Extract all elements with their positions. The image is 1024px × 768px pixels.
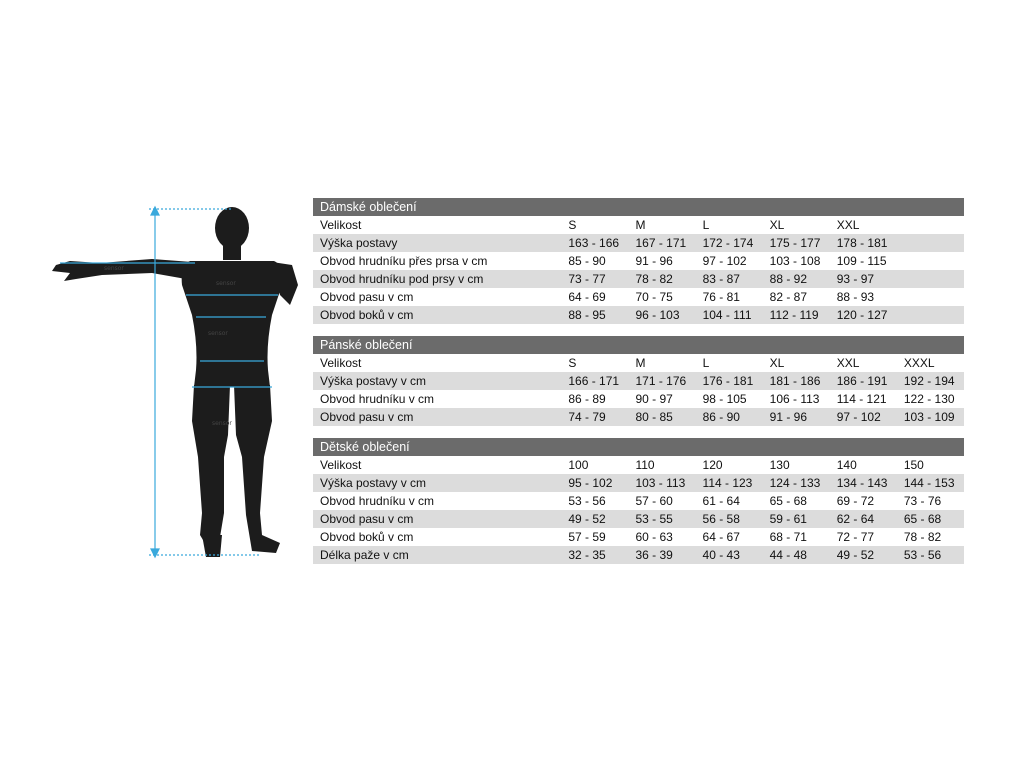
table-cell: 100 <box>561 456 628 474</box>
table-row <box>313 270 964 288</box>
table-cell: 140 <box>830 456 897 474</box>
table-cell: 53 - 56 <box>561 492 628 510</box>
table-cell: 171 - 176 <box>628 372 695 390</box>
table-row <box>313 456 964 474</box>
table-row <box>313 354 964 372</box>
table-cell: 93 - 97 <box>830 270 897 288</box>
table-cell <box>897 234 964 252</box>
table-cell: 69 - 72 <box>830 492 897 510</box>
table-cell: 103 - 113 <box>628 474 695 492</box>
table-cell: S <box>561 216 628 234</box>
table-cell: 83 - 87 <box>696 270 763 288</box>
table-cell: 134 - 143 <box>830 474 897 492</box>
table-row <box>313 528 964 546</box>
table-cell: 32 - 35 <box>561 546 628 564</box>
table-cell: 95 - 102 <box>561 474 628 492</box>
table-cell: 78 - 82 <box>897 528 964 546</box>
table-cell <box>897 288 964 306</box>
figure-logo-text: sensor <box>216 280 236 287</box>
row-label: Obvod pasu v cm <box>313 510 561 528</box>
womens-size-table <box>313 198 964 324</box>
table-cell <box>897 270 964 288</box>
table-cell: 68 - 71 <box>763 528 830 546</box>
table-cell: 65 - 68 <box>763 492 830 510</box>
table-cell: 61 - 64 <box>696 492 763 510</box>
table-cell: 122 - 130 <box>897 390 964 408</box>
table-cell: 74 - 79 <box>561 408 628 426</box>
table-cell: 120 - 127 <box>830 306 897 324</box>
table-cell: 96 - 103 <box>628 306 695 324</box>
row-label: Obvod pasu v cm <box>313 408 561 426</box>
table-cell: M <box>628 216 695 234</box>
table-cell: 176 - 181 <box>696 372 763 390</box>
figure-logo-text: sensor <box>212 420 232 427</box>
figure-logo-text: sensor <box>208 330 228 337</box>
table-row <box>313 510 964 528</box>
table-cell: XL <box>763 216 830 234</box>
silhouette-neck <box>223 244 241 260</box>
table-cell: 76 - 81 <box>696 288 763 306</box>
row-label: Velikost <box>313 216 561 234</box>
table-cell: 172 - 174 <box>696 234 763 252</box>
silhouette <box>52 207 298 557</box>
table-cell <box>897 306 964 324</box>
row-label: Délka paže v cm <box>313 546 561 564</box>
table-cell: 112 - 119 <box>763 306 830 324</box>
table-cell: M <box>628 354 695 372</box>
table-cell: 88 - 93 <box>830 288 897 306</box>
height-arrow-top <box>151 207 159 215</box>
table-cell: 120 <box>696 456 763 474</box>
table-cell: XXL <box>830 216 897 234</box>
table-cell: 124 - 133 <box>763 474 830 492</box>
table-cell: L <box>696 354 763 372</box>
silhouette-left-leg <box>192 385 230 545</box>
table-cell: 181 - 186 <box>763 372 830 390</box>
table-cell: S <box>561 354 628 372</box>
table-cell: 192 - 194 <box>897 372 964 390</box>
table-cell: 44 - 48 <box>763 546 830 564</box>
table-cell: 57 - 59 <box>561 528 628 546</box>
table-row <box>313 546 964 564</box>
table-cell: 64 - 69 <box>561 288 628 306</box>
table-cell: 57 - 60 <box>628 492 695 510</box>
table-row <box>313 408 964 426</box>
kids-size-table <box>313 438 964 564</box>
table-row <box>313 372 964 390</box>
table-cell: 144 - 153 <box>897 474 964 492</box>
table-cell: 36 - 39 <box>628 546 695 564</box>
table-cell: 62 - 64 <box>830 510 897 528</box>
table-row <box>313 474 964 492</box>
table-cell: 86 - 89 <box>561 390 628 408</box>
table-cell: 114 - 123 <box>696 474 763 492</box>
row-label: Obvod boků v cm <box>313 528 561 546</box>
womens-table-title: Dámské oblečení <box>313 198 964 216</box>
silhouette-left-foot <box>202 535 222 557</box>
table-cell: 109 - 115 <box>830 252 897 270</box>
table-cell: 91 - 96 <box>628 252 695 270</box>
silhouette-head <box>215 207 249 249</box>
table-cell: 80 - 85 <box>628 408 695 426</box>
table-cell: 97 - 102 <box>830 408 897 426</box>
table-cell: 178 - 181 <box>830 234 897 252</box>
body-measurement-figure <box>40 195 300 575</box>
table-cell: 64 - 67 <box>696 528 763 546</box>
row-label: Obvod pasu v cm <box>313 288 561 306</box>
table-cell: 104 - 111 <box>696 306 763 324</box>
table-cell: 72 - 77 <box>830 528 897 546</box>
row-label: Obvod hrudníku přes prsa v cm <box>313 252 561 270</box>
table-cell: XXL <box>830 354 897 372</box>
table-cell: 98 - 105 <box>696 390 763 408</box>
height-arrow-bottom <box>151 549 159 557</box>
row-label: Obvod boků v cm <box>313 306 561 324</box>
silhouette-right-leg <box>234 385 280 553</box>
table-cell <box>897 216 964 234</box>
mens-table-title: Pánské oblečení <box>313 336 964 354</box>
row-label: Obvod hrudníku pod prsy v cm <box>313 270 561 288</box>
table-cell: 40 - 43 <box>696 546 763 564</box>
table-cell: 56 - 58 <box>696 510 763 528</box>
table-row <box>313 390 964 408</box>
table-cell: 103 - 108 <box>763 252 830 270</box>
kids-table-title: Dětské oblečení <box>313 438 964 456</box>
table-cell: 186 - 191 <box>830 372 897 390</box>
table-cell: 49 - 52 <box>561 510 628 528</box>
figure-logo-text: sensor <box>104 265 124 272</box>
row-label: Velikost <box>313 456 561 474</box>
table-cell: 106 - 113 <box>763 390 830 408</box>
table-cell: 150 <box>897 456 964 474</box>
table-row <box>313 216 964 234</box>
table-cell: 103 - 109 <box>897 408 964 426</box>
table-cell: 97 - 102 <box>696 252 763 270</box>
table-cell: XL <box>763 354 830 372</box>
row-label: Obvod hrudníku v cm <box>313 492 561 510</box>
table-cell: 53 - 55 <box>628 510 695 528</box>
table-cell: XXXL <box>897 354 964 372</box>
row-label: Obvod hrudníku v cm <box>313 390 561 408</box>
table-cell: 114 - 121 <box>830 390 897 408</box>
table-cell: 88 - 95 <box>561 306 628 324</box>
row-label: Výška postavy v cm <box>313 372 561 390</box>
table-cell: 73 - 76 <box>897 492 964 510</box>
table-cell: 85 - 90 <box>561 252 628 270</box>
table-cell: 59 - 61 <box>763 510 830 528</box>
table-row <box>313 288 964 306</box>
table-cell: 73 - 77 <box>561 270 628 288</box>
table-cell: 78 - 82 <box>628 270 695 288</box>
table-row <box>313 492 964 510</box>
table-cell: 49 - 52 <box>830 546 897 564</box>
table-cell: 130 <box>763 456 830 474</box>
row-label: Výška postavy <box>313 234 561 252</box>
row-label: Výška postavy v cm <box>313 474 561 492</box>
table-cell: 65 - 68 <box>897 510 964 528</box>
table-cell: 82 - 87 <box>763 288 830 306</box>
table-cell: 90 - 97 <box>628 390 695 408</box>
table-cell: 110 <box>628 456 695 474</box>
table-cell: L <box>696 216 763 234</box>
table-cell: 88 - 92 <box>763 270 830 288</box>
table-cell: 60 - 63 <box>628 528 695 546</box>
table-row <box>313 252 964 270</box>
table-cell: 166 - 171 <box>561 372 628 390</box>
table-cell: 86 - 90 <box>696 408 763 426</box>
mens-size-table <box>313 336 964 426</box>
table-cell: 167 - 171 <box>628 234 695 252</box>
table-cell: 91 - 96 <box>763 408 830 426</box>
table-cell: 163 - 166 <box>561 234 628 252</box>
row-label: Velikost <box>313 354 561 372</box>
table-cell: 53 - 56 <box>897 546 964 564</box>
table-cell: 175 - 177 <box>763 234 830 252</box>
table-cell <box>897 252 964 270</box>
table-cell: 70 - 75 <box>628 288 695 306</box>
table-row <box>313 306 964 324</box>
table-row <box>313 234 964 252</box>
